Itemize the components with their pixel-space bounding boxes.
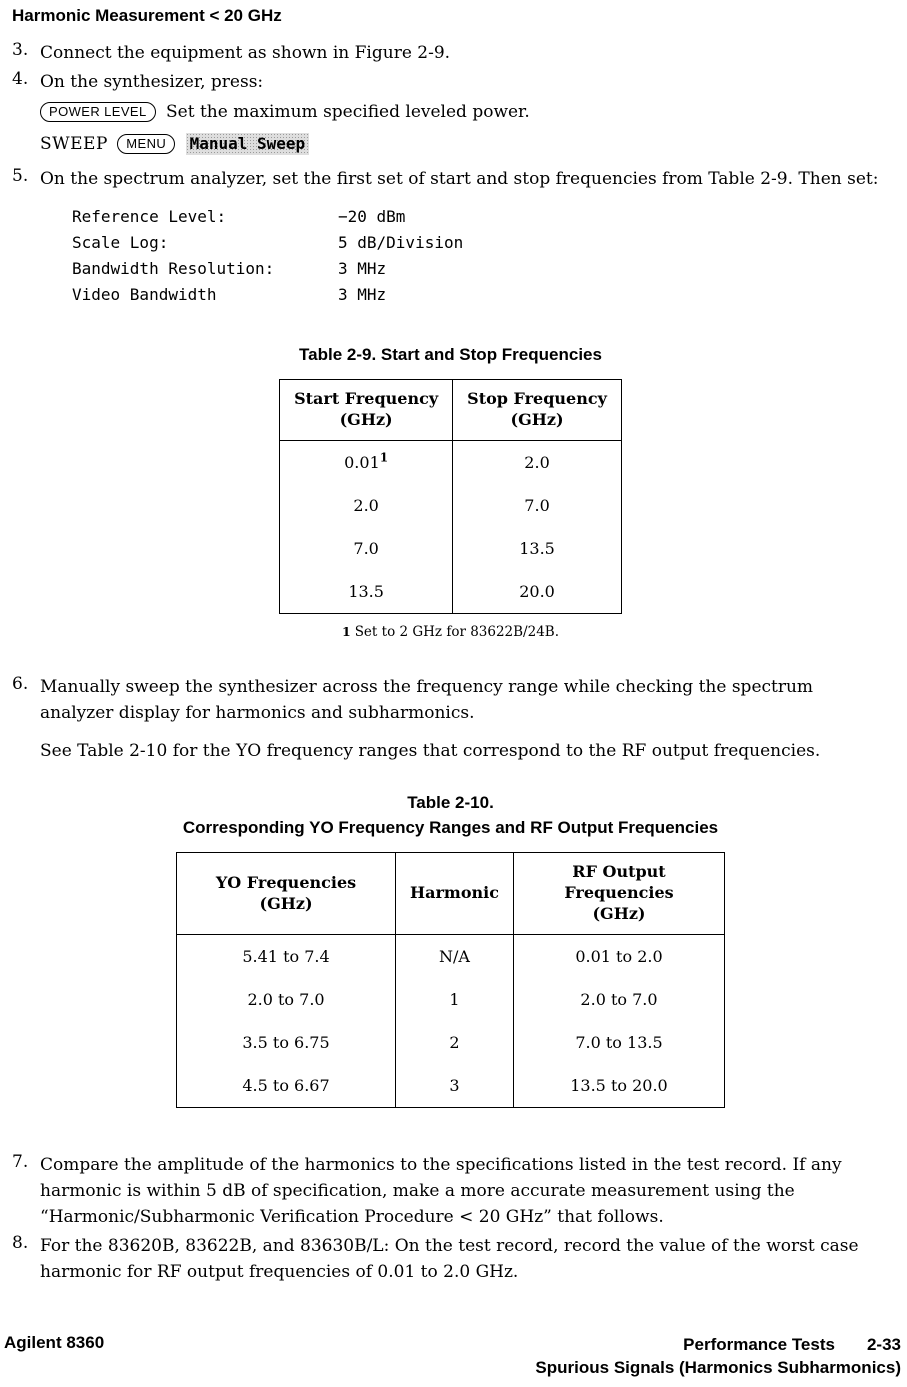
cell-yo-frequencies: 4.5 to 6.67 <box>242 1076 330 1095</box>
header-unit: (GHz) <box>592 904 646 923</box>
table-row <box>280 484 622 527</box>
cell-stop-frequency: 13.5 <box>453 527 622 570</box>
table-row <box>280 570 622 614</box>
start-frequency-value: 0.01 <box>344 453 380 472</box>
table-header-row <box>280 380 622 441</box>
footer-line-1 <box>535 1333 901 1356</box>
cell-yo-frequencies: 3.5 to 6.75 <box>242 1033 330 1052</box>
cell-rf-output: 7.0 to 13.5 <box>513 1021 724 1064</box>
table-row <box>280 441 622 485</box>
table-2-9 <box>279 379 622 614</box>
setting-value: −20 dBm <box>338 207 406 226</box>
table-row <box>177 1064 725 1108</box>
sweep-line <box>40 131 889 157</box>
power-level-line <box>40 99 889 125</box>
page-title: Harmonic Measurement < 20 GHz <box>12 6 282 25</box>
cell-stop-frequency: 7.0 <box>453 484 622 527</box>
footer-section-title: Performance Tests <box>683 1335 835 1354</box>
cell-rf-output: 0.01 to 2.0 <box>513 935 724 979</box>
step-8 <box>12 1233 889 1285</box>
footer-section <box>535 1333 901 1379</box>
analyzer-settings-list <box>72 204 889 308</box>
step-6-text: Manually sweep the synthesizer across the frequency range while checking the spectrum analyzer display for harmonics and subharmonics. <box>40 677 814 723</box>
table-row <box>177 1021 725 1064</box>
table-2-10 <box>176 852 725 1108</box>
step-4 <box>12 69 889 163</box>
step-text: Connect the equipment as shown in Figure 2-9. <box>40 43 451 63</box>
step-6 <box>12 674 889 726</box>
header-unit: (GHz) <box>259 893 313 913</box>
cell-stop-frequency: 20.0 <box>453 570 622 614</box>
cell-start-frequency: 13.5 <box>348 582 384 601</box>
step-number: 4. <box>12 69 29 89</box>
footnote-marker: 1 <box>379 450 389 465</box>
setting-value: 3 MHz <box>338 285 387 304</box>
header-unit: (GHz) <box>339 410 393 429</box>
setting-label: Video Bandwidth <box>72 285 217 304</box>
footer-product: Agilent 8360 <box>4 1333 105 1352</box>
cell-stop-frequency: 2.0 <box>453 441 622 485</box>
step-number: 7. <box>12 1152 29 1172</box>
power-level-instruction: Set the maximum specified leveled power. <box>166 102 530 122</box>
manual-sweep-softkey: Manual Sweep <box>186 133 310 155</box>
header-text: RF Output <box>572 862 666 881</box>
column-header-harmonic <box>396 853 514 935</box>
column-header-yo-frequencies <box>177 853 396 935</box>
setting-label: Scale Log: <box>72 233 169 252</box>
step-5-intro: On the spectrum analyzer, set the first set of start and stop frequencies from Table 2-9. Then set: <box>40 169 879 189</box>
header-text: Start Frequency <box>294 389 439 408</box>
table-2-10-caption-line1: Table 2-10. <box>407 793 494 812</box>
see-table-paragraph: See Table 2-10 for the YO frequency ranges that correspond to the RF output frequencies. <box>40 741 821 761</box>
table-header-row <box>177 853 725 935</box>
cell-start-frequency <box>280 441 453 485</box>
setting-row <box>72 256 889 282</box>
cell-harmonic: 2 <box>396 1021 514 1064</box>
column-header-start-frequency <box>280 380 453 441</box>
table-2-10-caption <box>12 790 889 840</box>
cell-harmonic: 1 <box>396 978 514 1021</box>
table-2-9-caption: Table 2-9. Start and Stop Frequencies <box>299 345 602 364</box>
step-4-body <box>40 69 889 163</box>
cell-rf-output: 13.5 to 20.0 <box>513 1064 724 1108</box>
header-text: Frequencies <box>564 883 674 902</box>
step-7-text: Compare the amplitude of the harmonics to the specifications listed in the test record. If any harmonic is within 5 dB of specification, make a more accurate measurement using the “Harmonic/Subharmonic Verification Procedure < 20 GHz” that follows. <box>40 1155 842 1227</box>
setting-row <box>72 282 889 308</box>
footnote-text: Set to 2 GHz for 83622B/24B. <box>354 624 560 640</box>
column-header-stop-frequency <box>453 380 622 441</box>
table-row <box>280 527 622 570</box>
menu-key: MENU <box>117 134 175 154</box>
step-number: 8. <box>12 1233 29 1253</box>
cell-harmonic: N/A <box>396 935 514 979</box>
cell-yo-frequencies: 2.0 to 7.0 <box>247 990 325 1009</box>
page-footer <box>4 1333 901 1379</box>
header-text: YO Frequencies <box>215 872 357 892</box>
table-2-10-caption-line2: Corresponding YO Frequency Ranges and RF Output Frequencies <box>182 818 719 837</box>
column-header-rf-output <box>513 853 724 935</box>
footer-page-number: 2-33 <box>866 1335 901 1354</box>
cell-yo-frequencies: 5.41 to 7.4 <box>242 947 330 966</box>
cell-start-frequency: 2.0 <box>353 496 379 515</box>
cell-harmonic: 3 <box>396 1064 514 1108</box>
footer-line-2: Spurious Signals (Harmonics Subharmonics) <box>535 1358 901 1377</box>
setting-value: 3 MHz <box>338 259 387 278</box>
footnote-marker: 1 <box>341 624 351 639</box>
step-number: 5. <box>12 166 29 186</box>
setting-label: Bandwidth Resolution: <box>72 259 275 278</box>
step-5-body <box>40 166 889 318</box>
sweep-group-label: SWEEP <box>40 134 108 154</box>
cell-start-frequency: 7.0 <box>353 539 379 558</box>
step-4-intro: On the synthesizer, press: <box>40 72 264 92</box>
step-7 <box>12 1152 889 1230</box>
header-unit: (GHz) <box>510 410 564 429</box>
step-number: 6. <box>12 674 29 694</box>
setting-label: Reference Level: <box>72 207 227 226</box>
setting-value: 5 dB/Division <box>338 233 464 252</box>
header-text: Harmonic <box>410 883 499 902</box>
table-2-9-footnote <box>12 624 889 640</box>
step-8-text: For the 83620B, 83622B, and 83630B/L: On the test record, record the value of the worst case harmonic for RF output frequencies of 0.01 to 2.0 GHz. <box>40 1236 859 1282</box>
setting-row <box>72 230 889 256</box>
step-6-body <box>40 674 889 726</box>
table-row <box>177 978 725 1021</box>
table-row <box>177 935 725 979</box>
setting-row <box>72 204 889 230</box>
cell-rf-output: 2.0 to 7.0 <box>513 978 724 1021</box>
step-number: 3. <box>12 40 29 60</box>
power-level-key: POWER LEVEL <box>40 102 156 122</box>
step-5 <box>12 166 889 318</box>
step-3 <box>12 40 889 66</box>
header-text: Stop Frequency <box>467 389 607 408</box>
